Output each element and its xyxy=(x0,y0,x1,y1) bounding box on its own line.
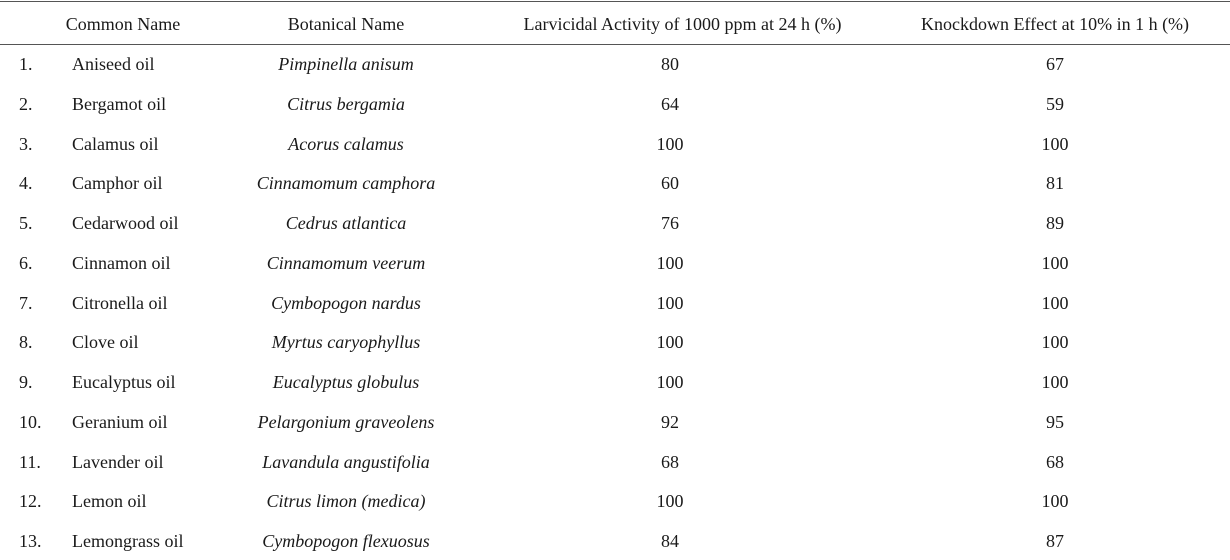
row-number: 7. xyxy=(19,292,33,313)
botanical-name-cell: Myrtus caryophyllus xyxy=(271,332,421,353)
common-name-cell: Geranium oil xyxy=(72,411,168,432)
knockdown-value-cell: 59 xyxy=(1046,93,1064,114)
table-row xyxy=(0,125,1230,163)
row-number: 5. xyxy=(19,213,33,233)
common-name-cell: Calamus oil xyxy=(72,133,159,154)
header-larvicidal-activity: Larvicidal Activity of 1000 ppm at 24 h (%) xyxy=(523,14,842,34)
larvicidal-value-cell: 84 xyxy=(661,531,679,551)
larvicidal-value-cell: 76 xyxy=(661,213,679,233)
larvicidal-value-cell: 100 xyxy=(656,332,684,353)
row-number: 6. xyxy=(19,252,33,273)
larvicidal-value-cell: 60 xyxy=(661,173,679,194)
botanical-name-cell: Citrus limon (medica) xyxy=(266,491,426,512)
botanical-name-cell: Cinnamomum camphora xyxy=(256,173,436,194)
common-name-cell: Lemongrass oil xyxy=(72,531,184,551)
knockdown-value-cell: 100 xyxy=(1041,491,1069,512)
botanical-name-cell: Lavandula angustifolia xyxy=(262,451,430,472)
larvicidal-value-cell: 92 xyxy=(661,411,679,432)
common-name-cell: Cinnamon oil xyxy=(72,252,171,273)
botanical-name-cell: Acorus calamus xyxy=(288,133,404,154)
table-row xyxy=(0,323,1230,361)
table-row xyxy=(0,45,1230,83)
knockdown-value-cell: 95 xyxy=(1046,411,1064,432)
common-name-cell: Citronella oil xyxy=(72,292,168,313)
botanical-name-cell: Cymbopogon nardus xyxy=(271,292,421,313)
larvicidal-value-cell: 100 xyxy=(656,252,684,273)
knockdown-value-cell: 100 xyxy=(1041,292,1069,313)
knockdown-value-cell: 100 xyxy=(1041,252,1069,273)
row-number: 11. xyxy=(19,451,41,472)
row-number: 3. xyxy=(19,133,33,154)
larvicidal-value-cell: 100 xyxy=(656,491,684,512)
knockdown-value-cell: 89 xyxy=(1046,213,1064,233)
common-name-cell: Lavender oil xyxy=(72,451,164,472)
common-name-cell: Camphor oil xyxy=(72,173,163,194)
knockdown-value-cell: 81 xyxy=(1046,173,1064,194)
header-knockdown-effect: Knockdown Effect at 10% in 1 h (%) xyxy=(920,14,1190,34)
knockdown-value-cell: 100 xyxy=(1041,332,1069,353)
larvicidal-value-cell: 68 xyxy=(661,451,679,472)
knockdown-value-cell: 87 xyxy=(1046,531,1064,551)
row-number: 13. xyxy=(19,531,42,551)
botanical-name-cell: Pimpinella anisum xyxy=(278,54,414,74)
table-top-rule xyxy=(0,1,1230,2)
header-common-name: Common Name xyxy=(65,14,181,34)
botanical-name-cell: Cinnamomum veerum xyxy=(266,252,426,273)
table-row xyxy=(0,443,1230,481)
table-row xyxy=(0,164,1230,202)
row-number: 8. xyxy=(19,332,33,353)
botanical-name-cell: Eucalyptus globulus xyxy=(272,372,420,392)
knockdown-value-cell: 67 xyxy=(1046,54,1064,74)
row-number: 4. xyxy=(19,173,33,194)
botanical-name-cell: Pelargonium graveolens xyxy=(257,411,435,432)
row-number: 9. xyxy=(19,372,33,392)
common-name-cell: Eucalyptus oil xyxy=(72,372,176,392)
table-row xyxy=(0,244,1230,282)
table-row xyxy=(0,363,1230,401)
table-row xyxy=(0,522,1230,560)
botanical-name-cell: Cymbopogon flexuosus xyxy=(262,531,430,551)
botanical-name-cell: Cedrus atlantica xyxy=(285,213,407,233)
common-name-cell: Bergamot oil xyxy=(72,93,167,114)
larvicidal-value-cell: 100 xyxy=(656,292,684,313)
larvicidal-value-cell: 100 xyxy=(656,133,684,154)
header-botanical-name: Botanical Name xyxy=(287,14,405,34)
common-name-cell: Cedarwood oil xyxy=(72,213,179,233)
table-row xyxy=(0,204,1230,242)
larvicidal-value-cell: 100 xyxy=(656,372,684,392)
table-row xyxy=(0,284,1230,322)
table-row xyxy=(0,482,1230,520)
knockdown-value-cell: 100 xyxy=(1041,372,1069,392)
common-name-cell: Lemon oil xyxy=(72,491,147,512)
knockdown-value-cell: 68 xyxy=(1046,451,1064,472)
row-number: 1. xyxy=(19,54,33,74)
row-number: 10. xyxy=(19,411,42,432)
larvicidal-value-cell: 80 xyxy=(661,54,679,74)
common-name-cell: Aniseed oil xyxy=(72,54,155,74)
row-number: 12. xyxy=(19,491,42,512)
botanical-name-cell: Citrus bergamia xyxy=(287,93,405,114)
table-row xyxy=(0,85,1230,123)
table-header-row xyxy=(0,5,1230,43)
knockdown-value-cell: 100 xyxy=(1041,133,1069,154)
row-number: 2. xyxy=(19,93,33,114)
larvicidal-value-cell: 64 xyxy=(661,93,679,114)
common-name-cell: Clove oil xyxy=(72,332,139,353)
table-row xyxy=(0,403,1230,441)
